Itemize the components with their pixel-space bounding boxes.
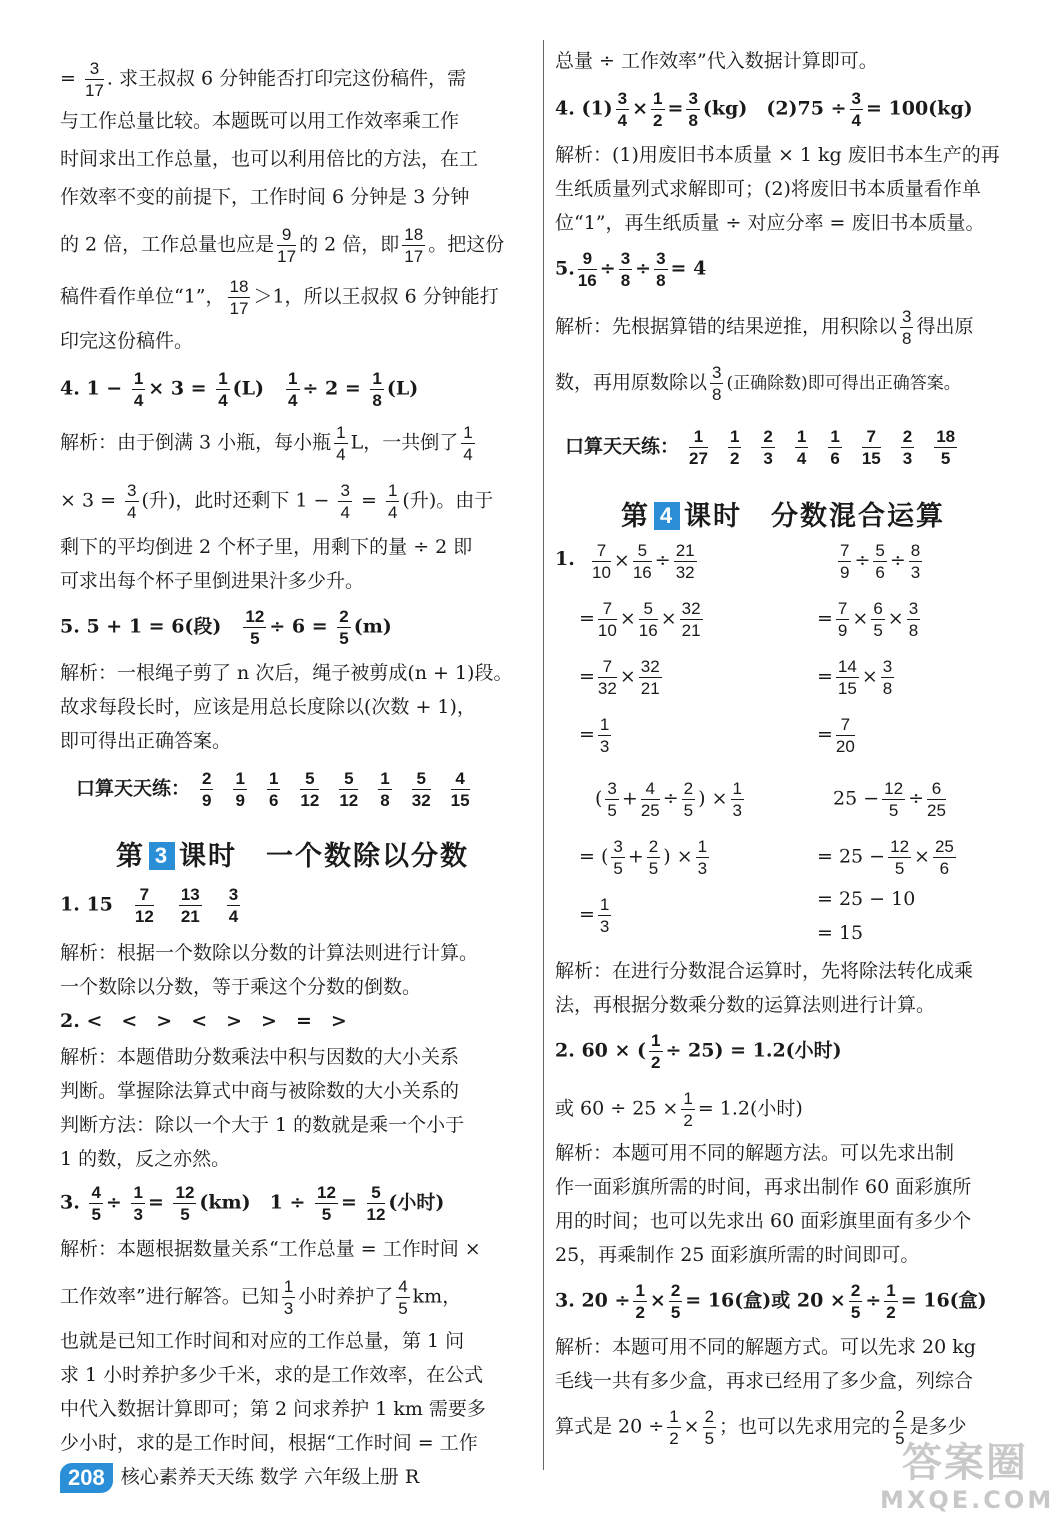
analysis-5: 解析：先根据算错的结果逆推，用积除以 $\frac{3}{8}$ 得出原: [555, 307, 974, 348]
analysis-1: 解析：根据一个数除以分数的计算法则进行计算。: [60, 942, 479, 964]
equation-line: = 25 − $\frac{12}{5}$ × $\frac{25}{6}$: [817, 837, 954, 878]
text-line: 可求出每个杯子里倒进果汁多少升。: [60, 570, 365, 592]
text-line: 时间求出工作总量，也可以利用倍比的方法，在工: [60, 148, 479, 170]
lesson-4-title: 第 4 课时 分数混合运算: [621, 501, 945, 532]
lesson-3-title: 第 3 课时 一个数除以分数: [116, 841, 469, 872]
oral-practice: 口算天天练： $\frac{2}{9}$ $\frac{1}{9}$ $\frac{1}{6}$ $\frac{5}{12}$ $\frac{5}{12}$ $\frac{1}{8}$ $\frac{5}{32}$ $\frac{4}{15}$: [76, 769, 470, 810]
text-line: 求 1 小时养护多少千米，求的是工作效率，在公式: [60, 1364, 484, 1386]
text-line: 数，再用原数除以 $\frac{3}{8}$ (正确除数)即可得出正确答案。: [555, 363, 961, 404]
analysis-4: 解析：由于倒满 3 小瓶，每小瓶 $\frac{1}{4}$ L，一共倒了 $\frac{1}{4}$: [60, 423, 473, 464]
column-divider: [543, 40, 544, 1470]
analysis-1: 解析：在进行分数混合运算时，先将除法转化成乘: [555, 960, 974, 982]
question-4: 4. 1 − $\frac{1}{4}$ × 3 = $\frac{1}{4}$ (L) $\frac{1}{4}$ ÷ 2 = $\frac{1}{8}$ (L): [60, 369, 419, 410]
text-line: 总量 ÷ 工作效率”代入数据计算即可。: [555, 50, 878, 72]
equation-line: = 25 − 10: [817, 888, 916, 910]
text-line: 与工作总量比较。本题既可以用工作效率乘工作: [60, 110, 460, 132]
text-line: 剩下的平均倒进 2 个杯子里，用剩下的量 ÷ 2 即: [60, 536, 473, 558]
text-line: 中代入数据计算即可；第 2 问求养护 1 km 需要多: [60, 1398, 486, 1420]
analysis-3: 解析：本题可用不同的解题方式。可以先求 20 kg: [555, 1336, 976, 1358]
text-line: 一个数除以分数，等于乘这个分数的倒数。: [60, 976, 422, 998]
analysis-4: 解析：(1)用废旧书本质量 × 1 kg 废旧书本生产的再: [555, 144, 1000, 166]
fraction: $\frac{3}{17}$: [84, 59, 104, 100]
page-number: 208: [60, 1463, 113, 1493]
text-line: 少小时，求的是工作时间，根据“工作时间 = 工作: [60, 1432, 478, 1454]
text-line: 工作效率”进行解答。已知 $\frac{1}{3}$ 小时养护了 $\frac{4}{5}$ km，: [60, 1277, 462, 1318]
text-line: 稿件看作单位“1”， $\frac{18}{17}$ ＞1，所以王叔叔 6 分钟能打: [60, 277, 499, 318]
text-line: × 3 = $\frac{3}{4}$ (升)，此时还剩下 1 − $\frac{3}{4}$ = $\frac{1}{4}$ (升)。由于: [60, 481, 494, 522]
equation-line: $\frac{7}{10}$ × $\frac{5}{16}$ ÷ $\frac{21}{32}$: [592, 541, 695, 582]
analysis-5: 解析：一根绳子剪了 n 次后，绳子被剪成(n + 1)段。: [60, 662, 513, 684]
oral-practice: 口算天天练： $\frac{1}{27}$ $\frac{1}{2}$ $\frac{2}{3}$ $\frac{1}{4}$ $\frac{1}{6}$ $\frac{7}{15}$ $\frac{2}{3}$ $\frac{18}{5}$: [565, 427, 956, 468]
text-line: 印完这份稿件。: [60, 330, 194, 352]
analysis-2: 解析：本题借助分数乘法中积与因数的大小关系: [60, 1046, 460, 1068]
question-4: 4. (1) $\frac{3}{4}$ × $\frac{1}{2}$ = $\frac{3}{8}$ (kg) (2)75 ÷ $\frac{3}{4}$ = 100(kg): [555, 89, 973, 130]
equation-line: = $\frac{7}{20}$: [817, 715, 855, 756]
question-1: 1. 15 $\frac{7}{12}$ $\frac{13}{21}$ $\frac{3}{4}$: [60, 885, 239, 926]
text-line: 算式是 20 ÷ $\frac{1}{2}$ × $\frac{2}{5}$ ；也可以先求用完的 $\frac{2}{5}$ 是多少: [555, 1407, 967, 1448]
text-line: 作一面彩旗所需的时间，再求出制作 60 面彩旗所: [555, 1176, 972, 1198]
text-line: 25，再乘制作 25 面彩旗所需的时间即可。: [555, 1244, 920, 1266]
text-line: = $\frac{3}{17}$ . 求王叔叔 6 分钟能否打印完这份稿件，需: [60, 59, 467, 100]
text-line: 位“1”，再生纸质量 ÷ 对应分率 = 废旧书本质量。: [555, 212, 985, 234]
equation-line: = $\frac{1}{3}$: [579, 715, 610, 756]
page-footer: [60, 1462, 419, 1493]
equation-line: = $\frac{14}{15}$ × $\frac{3}{8}$: [817, 657, 893, 698]
analysis-2: 解析：本题可用不同的解题方法。可以先求出制: [555, 1142, 955, 1164]
text-line: 用的时间；也可以先求出 60 面彩旗里面有多少个: [555, 1210, 972, 1232]
question-3: 3. $\frac{4}{5}$ ÷ $\frac{1}{3}$ = $\frac{12}{5}$ (km) 1 ÷ $\frac{12}{5}$ = $\frac{5}{12}$ (小时): [60, 1183, 445, 1224]
question-1-label: 1.: [555, 548, 575, 570]
text-line: 毛线一共有多少盒，再求已经用了多少盒，列综合: [555, 1370, 974, 1392]
equation-line: = $\frac{7}{9}$ × $\frac{6}{5}$ × $\frac{3}{8}$: [817, 599, 919, 640]
equation-line: = 15: [817, 922, 864, 944]
question-5: 5. 5 + 1 = 6(段) $\frac{12}{5}$ ÷ 6 = $\frac{2}{5}$ (m): [60, 607, 392, 648]
book-title: 核心素养天天练 数学 六年级上册 R: [120, 1466, 420, 1488]
equation-line: 25 − $\frac{12}{5}$ ÷ $\frac{6}{25}$: [833, 779, 946, 820]
equation-line: = $\frac{7}{10}$ × $\frac{5}{16}$ × $\frac{32}{21}$: [579, 599, 701, 640]
text-line: 判断。掌握除法算式中商与被除数的大小关系的: [60, 1080, 460, 1102]
question-3: 3. 20 ÷ $\frac{1}{2}$ × $\frac{2}{5}$ = 16(盒)或 20 × $\frac{2}{5}$ ÷ $\frac{1}{2}$ = 16(盒): [555, 1281, 987, 1322]
text-line: 故求每段长时，应该是用总长度除以(次数 + 1)，: [60, 696, 476, 718]
text-line: 法，再根据分数乘分数的运算法则进行计算。: [555, 994, 936, 1016]
text-line: 作效率不变的前提下，工作时间 6 分钟是 3 分钟: [60, 186, 470, 208]
watermark-logo: 答案圈 MXQE.COM: [880, 1440, 1055, 1514]
text-line: 1 的数，反之亦然。: [60, 1148, 231, 1170]
text-line: 生纸质量列式求解即可；(2)将废旧书本质量看作单: [555, 178, 981, 200]
equation-line: = $\frac{1}{3}$: [579, 895, 610, 936]
text-line: 也就是已知工作时间和对应的工作总量，第 1 问: [60, 1330, 465, 1352]
equation-line: = ( $\frac{3}{5}$ + $\frac{2}{5}$ ) × $\frac{1}{3}$: [579, 837, 708, 878]
question-2: 2. 60 × ( $\frac{1}{2}$ ÷ 25) = 1.2(小时): [555, 1031, 842, 1072]
equation-line: ( $\frac{3}{5}$ + $\frac{4}{25}$ ÷ $\frac{2}{5}$ ) × $\frac{1}{3}$: [595, 779, 742, 820]
text-line: 即可得出正确答案。: [60, 730, 232, 752]
question-2: 2. < < > < > > = >: [60, 1010, 347, 1032]
equation-line: = $\frac{7}{32}$ × $\frac{32}{21}$: [579, 657, 660, 698]
question-5: 5. $\frac{9}{16}$ ÷ $\frac{3}{8}$ ÷ $\frac{3}{8}$ = 4: [555, 249, 707, 290]
text-line: 判断方法：除以一个大于 1 的数就是乘一个小于: [60, 1114, 465, 1136]
equation-line: $\frac{7}{9}$ ÷ $\frac{5}{6}$ ÷ $\frac{8}{3}$: [840, 541, 921, 582]
analysis-3: 解析：本题根据数量关系“工作总量 = 工作时间 ×: [60, 1238, 481, 1260]
text-line: 或 60 ÷ 25 × $\frac{1}{2}$ = 1.2(小时): [555, 1089, 803, 1130]
text-line: 的 2 倍，工作总量也应是 $\frac{9}{17}$ 的 2 倍，即 $\frac{18}{17}$ 。把这份: [60, 225, 505, 266]
